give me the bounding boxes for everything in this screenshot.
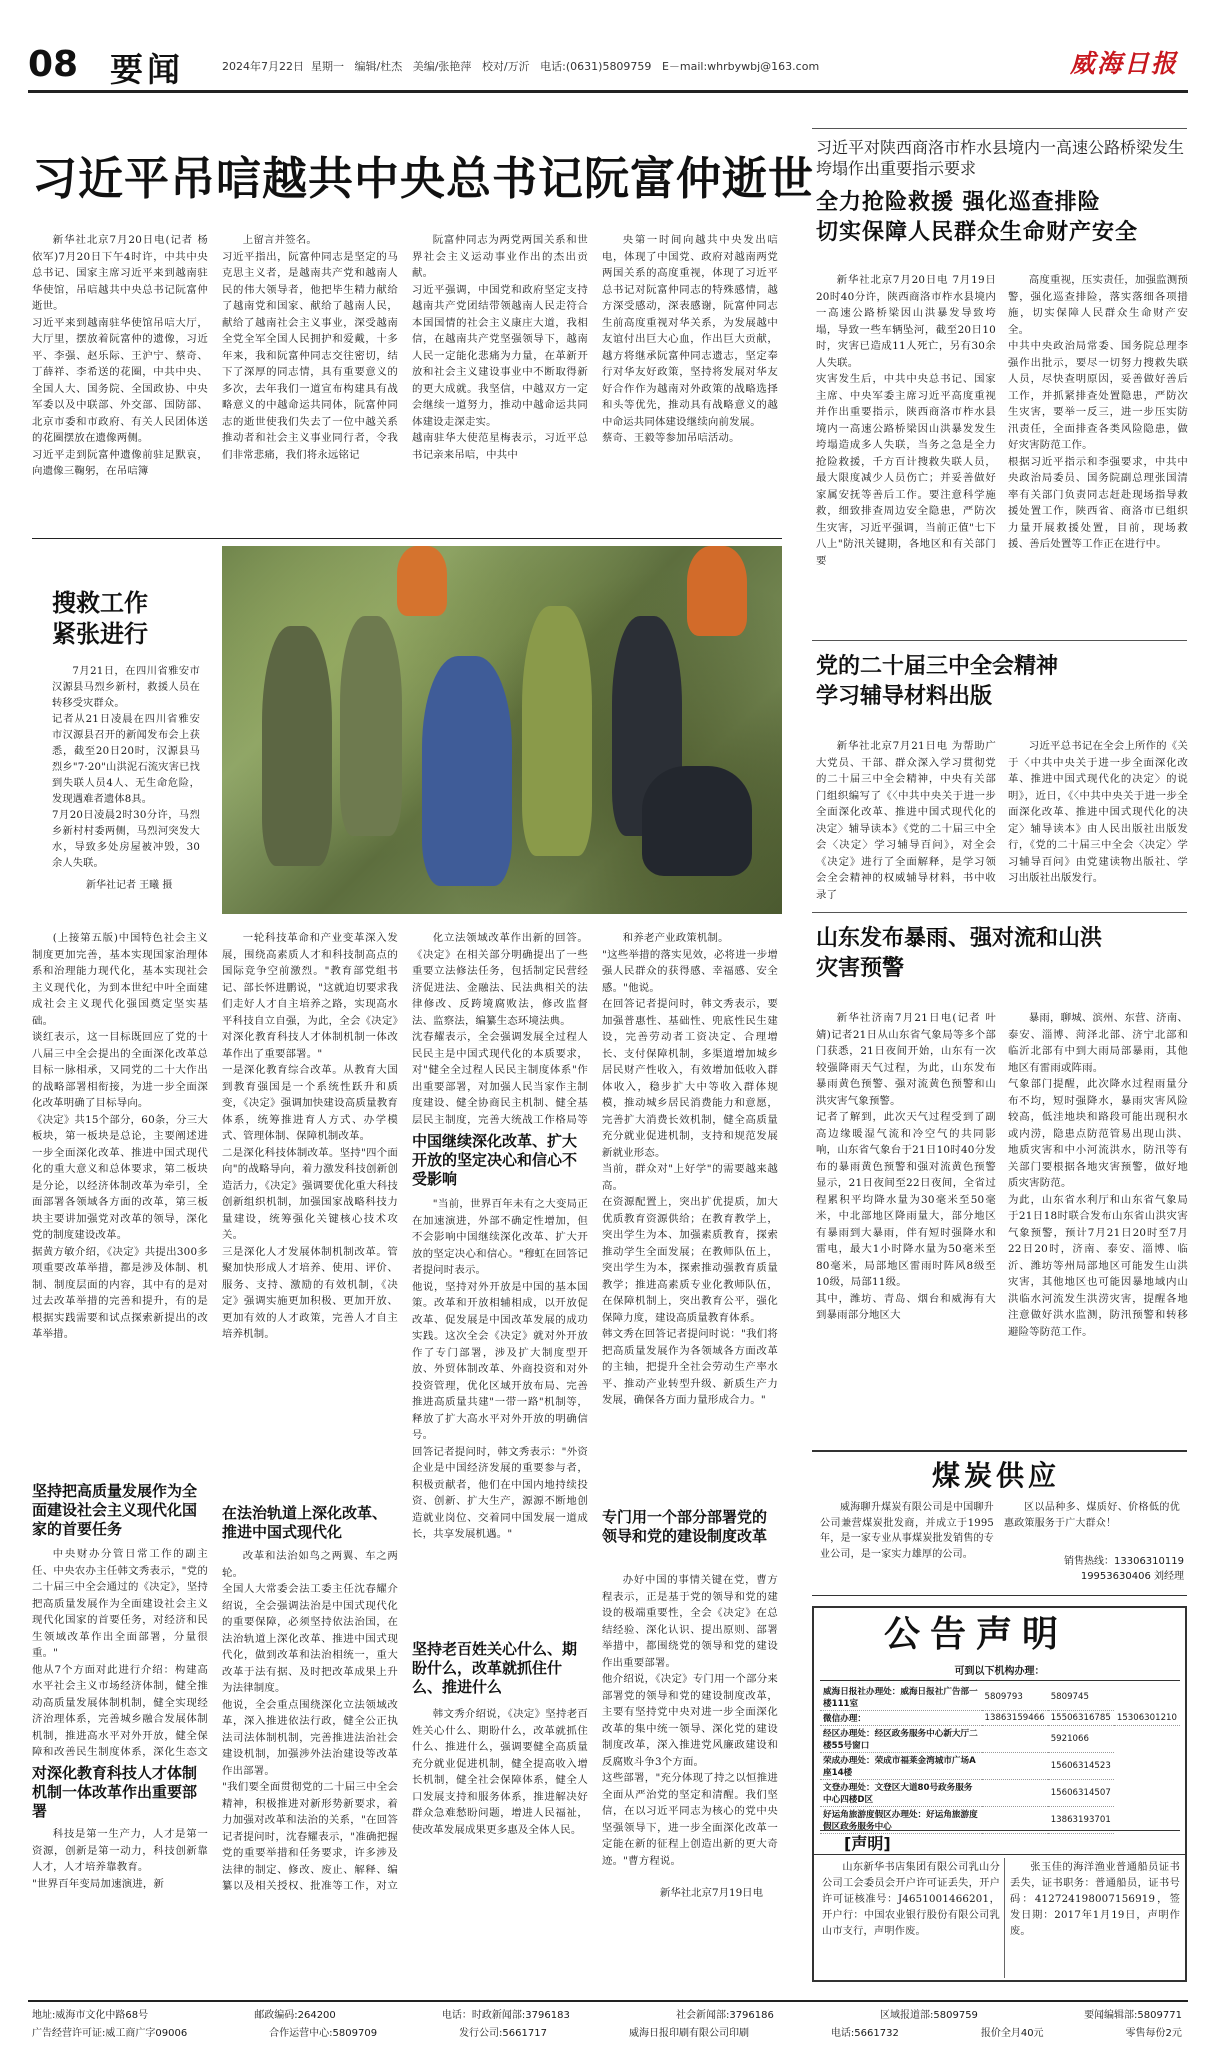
notice-office-cell: 微信办理： <box>820 1711 982 1726</box>
study-material-headline: 党的二十届三中全会精神 学习辅导材料出版 <box>816 654 1059 709</box>
lead-column-3: 阮富仲同志为两党两国关系和世界社会主义运动事业作出的杰出贡献。 习近平强调，中国党和政府坚定支持越南共产党团结带领越南人民走符合本国国情的社会主义康庄大道，我相信，在越南共产党坚强领导下，越南人民一定能化悲痛为力量，在革新开放和社会主义建设事业中不断取得新的更大成就。我坚信，中越双方一定会继续一道努力，推动中越命运共同体建设走深走实。 越南驻华大使范星梅表示，习近平总书记亲来吊唁，中共中 <box>412 234 588 461</box>
rescuer-figure <box>262 626 332 866</box>
mid-subhead-5: 坚持老百姓关心什么、期盼什么，改革就抓住什么、推进什么 <box>412 1640 578 1696</box>
photo-story-title: 搜救工作 紧张进行 <box>52 589 148 648</box>
notice-office-row <box>820 1753 1180 1780</box>
page-number: 08 <box>28 44 79 85</box>
notice-office-cell: 荣成办理处：荣成市福莱金湾城市广场A座14楼 <box>820 1753 982 1780</box>
mid-subhead-3: 在法治轨道上深化改革、推进中国式现代化 <box>222 1504 388 1541</box>
mid-subhead-6: 专门用一个部分部署党的领导和党的建设制度改革 <box>602 1508 768 1545</box>
villager-figure <box>422 656 512 886</box>
mid-column-3b: "当前，世界百年未有之大变局正在加速演进，外部不确定性增加，但不会影响中国继续深化改革、扩大开放的坚定决心和信心。"穆虹在回答记者提问时表示。 他说，坚持对外开放是中国的基本国策。改革和开放相辅相成，以开放促改革、促发展是中国改革发展的成功实践。这次全会《决定》就对外开放作了专门部署，涉及扩大制度型开放、外贸体制改革、外商投资和对外投资管理，优化区域开放布局、完善推进高质量共建"一带一路"机制等，释放了扩大高水平对外开放的明确信号。 回答记者提问时，韩文秀表示："外资企业是中国经济发展的重要参与者，积极贡献者，他们在中国内地持续投资、创新、扩大生产，源源不断地创造就业岗位、交着同中国发展一道成长，共享发展机遇。" <box>412 1198 588 1540</box>
notice-office-row <box>820 1711 1180 1726</box>
bridge-column-2: 高度重视，压实责任，加强监测预警，强化巡查排险，落实落细各项措施，切实保障人民群众生命财产安全。 中共中央政治局常委、国务院总理李强作出批示，要尽一切努力搜救失联人员，尽快查明原因，妥善做好善后工作，并抓紧排查处置隐患，严防次生灾害，要举一反三，进一步压实防汛责任，全面排查各类风险隐患，做好灾害防范工作。 根据习近平指示和李强要求，中共中央政治局委员、国务院副总理张国清率有关部门负责同志赶赴现场指导救援处置工作，陕西省、商洛市已组织力量开展救援处置，目前，现场救援、善后处置等工作正在进行中。 <box>1008 274 1188 550</box>
notice-statement-1: 山东新华书店集团有限公司乳山分公司工会委员会开户许可证丢失，开户许可证核准号：J4651001466201，开户行：中国农业银行股份有限公司乳山市支行，声明作废。 <box>822 1862 1000 1937</box>
rain-warning-headline: 山东发布暴雨、强对流和山洪 灾害预警 <box>816 926 1103 981</box>
notice-office-cell: 13863193701 <box>1048 1807 1114 1834</box>
notice-box <box>812 1606 1187 1982</box>
coal-hotline: 销售热线：13306310119 19953630406 刘经理 <box>1064 1556 1184 1582</box>
rescuer-figure <box>522 606 592 856</box>
notice-office-cell: 15606314523 <box>1048 1753 1114 1780</box>
notice-office-row <box>820 1726 1180 1753</box>
bridge-headline: 全力抢险救援 强化巡查排险 切实保障人民群众生命财产安全 <box>816 190 1139 245</box>
notice-office-cell: 5809745 <box>1048 1684 1114 1711</box>
study-column-2: 习近平总书记在全会上所作的《关于〈中共中央关于进一步全面深化改革、推进中国式现代化的决定〉的说明》，近日，《〈中共中央关于进一步全面深化改革、推进中国式现代化的决定〉辅导读本》由人民出版社出版发行，《党的二十届三中全会〈决定〉学习辅导百问》由党建读物出版社、学习出版社出版发行。 <box>1008 740 1188 884</box>
notice-stamp: [声明] <box>844 1834 891 1853</box>
mid-column-1: (上接第五版)中国特色社会主义制度更加完善，基本实现国家治理体系和治理能力现代化，基本实现社会主义现代化，为到本世纪中叶全面建成社会主义现代化强国奠定坚实基础。 谈红表示，这一目标既回应了党的十八届三中全会提出的全面深化改革总目标一脉相承，又同党的二十大作出的战略部署相衔接，为进一步全面深化改革明确了目标导向。 《决定》共15个部分，60条，分三大板块，第一板块是总论，主要阐述进一步全面深化改革、推进中国式现代化的重大意义和总体要求，第二板块是分论，以经济体制改革为牵引，全面部署各领域各方面的改革，第三板块主要讲加强党对改革的领导，深化党的制度建设改革。 据黄方敏介绍，《决定》共提出300多项重要改革举措，都是涉及体制、机制、制度层面的内容，其中有的是对过去改革举措的完善和提升，有的是根据实践需要和试点探索新提出的改革举措。 <box>32 932 208 1340</box>
rule <box>812 640 1187 641</box>
notice-office-cell: 好运角旅游度假区办理处：好运角旅游度假区政务服务中心 <box>820 1807 982 1834</box>
notice-office-row <box>820 1684 1180 1711</box>
notice-subtitle: 可到以下机构办理： <box>954 1666 1045 1677</box>
notice-office-cell: 5809793 <box>982 1684 1048 1711</box>
mid-column-2: 一轮科技革命和产业变革深入发展，围绕高素质人才和科技制高点的国际竞争空前激烈。"教育部党组书记、部长怀进鹏说，"这就迫切要求我们走好人才自主培养之路，实现高水平科技自立自强，为此，全会《决定》对深化教育科技人才体制机制一体改革作出了重要部署。" 一是深化教育综合改革。从教育大国到教育强国是一个系统性跃升和质变，《决定》强调加快建设高质量教育体系，统筹推进育人方式、办学模式、管理体制、保障机制改革。 二是深化科技体制改革。坚持"四个面向"的战略导向，着力激发科技创新创造活力，《决定》强调要优化重大科技创新组织机制，加强国家战略科技力量建设，统筹强化关键核心技术攻关。 三是深化人才发展体制机制改革。管聚加快形成人才培养、使用、评价、服务、支持、激励的有效机制，《决定》强调实施更加积极、更加开放、更加有效的人才政策，完善人才自主培养机制。 <box>222 932 398 1340</box>
footer-rule <box>28 2000 1188 2002</box>
right-top-rule <box>812 128 1187 129</box>
lead-column-4: 央第一时间向越共中央发出唁电，体现了中国党、政府对越南两党两国关系的高度重视，体现了习近平总书记对阮富仲同志的特殊感情，越方深受感动，深表感谢，阮富仲同志生前高度重视对华关系，为发展越中友谊付出巨大心血，作出巨大贡献，越方将继承阮富仲同志遗志，坚定奉行对华友好政策，坚持将发展对华友好合作作为越南对外政策的战略选择和头等优先，推动具有战略意义的越中命运共同体建设继续向前发展。 蔡奇、王毅等参加吊唁活动。 <box>602 234 778 444</box>
coal-ad <box>812 1450 1187 1596</box>
footer-line-1: 地址:威海市文化中路68号 邮政编码:264200 电话：时政新闻部:3796183 社会新闻部:3796186 区域报道部:5809759 要闻编辑部:5809771 <box>32 2010 1182 2021</box>
photo-caption: 7月21日，在四川省雅安市汉源县马烈乡新村，救援人员在转移受灾群众。 记者从21日凌晨在四川省雅安市汉源县召开的新闻发布会上获悉，截至20日20时，汉源县马烈乡"7·20"山洪泥石流灾害已找到失联人员4人、无生命危险，发现遇难者遗体8具。 7月20日凌晨2时30分许，马烈乡新村村委两侧，马烈河突发大水，导致多处房屋被冲毁，30余人失联。 <box>52 666 200 869</box>
lead-column-2: 上留言并签名。 习近平指出，阮富仲同志是坚定的马克思主义者，是越南共产党和越南人民的伟大领导者，他把毕生精力献给了越南党和国家、献给了越南人民，献给了越南社会主义事业，深受越南全党全军全国人民拥护和爱戴，十多年来，我和阮富仲同志交往密切，结下了深厚的同志情，具有重要意义的多次，去年我们一道宣布构建具有战略意义的中越命运共同体，阮富仲同志的逝世使我们失去了一位中越关系推动者和社会主义事业同行者，令我们非常悲痛，我们将永远铭记 <box>222 234 398 461</box>
notice-office-cell: 威海日报社办理处：威海日报社广告部一楼111室 <box>820 1684 982 1711</box>
lead-rule <box>32 538 782 539</box>
rule <box>812 912 1187 913</box>
notice-office-cell <box>982 1780 1048 1807</box>
notice-title: 公告声明 <box>884 1614 1069 1655</box>
footer-line-2: 广告经营许可证:威工商广字09006 合作运营中心:5809709 发行公司:5661717 威海日报印刷有限公司印刷 电话:5661732 报价全月40元 零售每份2元 <box>32 2028 1182 2039</box>
rain-column-1: 新华社济南7月21日电(记者 叶婧)记者21日从山东省气象局等多个部门获悉，21日夜间开始，山东有一次较强降雨天气过程，为此，山东发布暴雨黄色预警、强对流黄色预警和山洪灾害气象预警。 记者了解到，此次天气过程受到了副高边缘暖湿气流和冷空气的共同影响，山东省气象台于21日10时40分发布的暴雨黄色预警和强对流黄色预警显示，21日夜间至22日夜间，全省过程累积平均降水量为30毫米至50毫米，中北部地区降雨量大，部分地区有暴雨到大暴雨，伴有短时强降水和雷电，最大1小时降水量为50毫米至80毫米，局部地区雷雨时阵风8级至10级，局部11级。 其中，潍坊、青岛、烟台和威海有大到暴雨部分地区大 <box>816 1012 996 1321</box>
notice-office-cell: 15306301210 <box>1114 1711 1180 1726</box>
mid-subhead-1: 坚持把高质量发展作为全面建设社会主义现代化国家的首要任务 <box>32 1482 198 1538</box>
mid-column-1b: 中央财办分管日常工作的副主任、中央农办主任韩文秀表示，"党的二十届三中全会通过的《决定》，坚持把高质量发展作为全面建设社会主义现代化国家的首要任务，对经济和民生领域改革作出全面部署，分量很重。" 他从7个方面对此进行介绍：构建高水平社会主义市场经济体制，健全推动高质量发展体制机制，健全实现经济治理体系，完善城乡融合发展体制机制，推进高水平对外开放，健全保障和改善民生制度体系，深化生态文 <box>32 1548 208 1758</box>
lead-column-1: 新华社北京7月20日电(记者 杨依军)7月20日下午4时许，中共中央总书记、国家主席习近平来到越南驻华使馆，吊唁越共中央总书记阮富仲逝世。 习近平来到越南驻华使馆吊唁大厅，大厅里，摆放着阮富仲的遗像，习近平、李强、赵乐际、王沪宁、蔡奇、丁薛祥、李希送的花圈，中共中央、全国人大、国务院、全国政协、中央军委以及中联部、外交部、国防部、北京市委和市政府、有关人民团体送的花圈摆放在遗像两侧。 习近平走到阮富仲遗像前驻足默哀，向遗像三鞠躬，在吊唁簿 <box>32 234 208 477</box>
coal-ad-text-2: 区以品种多、煤质好、价格低的优惠政策服务于广大群众！ <box>1004 1502 1180 1529</box>
notice-office-row <box>820 1780 1180 1807</box>
firefighter-figure <box>687 546 747 636</box>
photo-credit: 新华社记者 王曦 摄 <box>86 880 173 891</box>
bridge-column-1: 新华社北京7月20日电 7月19日20时40分许，陕西商洛市柞水县境内一高速公路桥梁因山洪暴发导致垮塌，导致一些车辆坠河，截至20日10时，灾害已造成11人死亡，另有30余人失联。 灾害发生后，中共中央总书记、国家主席、中央军委主席习近平高度重视并作出重要指示，陕西商洛市柞水县境内一高速公路桥梁因山洪暴发发生垮塌造成多人失联，当务之急是全力抢险救援，千方百计搜救失联人员，最大限度减少人员伤亡；并妥善做好家属安抚等善后工作。要注意科学施救，细致排查周边安全隐患，严防次生灾害，习近平强调，当前正值"七下八上"防汛关键期，各地区和有关部门要 <box>816 274 996 567</box>
notice-office-cell <box>982 1753 1048 1780</box>
masthead-meta: 2024年7月22日 星期一 编辑/杜杰 美编/张艳萍 校对/万沂 电话:(0631)5809759 E－mail:whrbywbj@163.com <box>222 60 820 73</box>
rescue-photo <box>222 546 782 914</box>
firefighter-figure <box>397 546 447 616</box>
coal-ad-text: 威海聊升煤炭有限公司是中国聊升公司兼营煤炭批发商，并成立于1995年，是一家专业从事煤炭批发销售的专业公司，是一家实力雄厚的公司。 <box>820 1502 994 1560</box>
notice-office-cell: 13863159466 <box>982 1711 1048 1726</box>
bridge-kicker: 习近平对陕西商洛市柞水县境内一高速公路桥梁发生垮塌作出重要指示要求 <box>816 138 1185 178</box>
mid-credit: 新华社北京7月19日电 <box>660 1887 763 1899</box>
lead-headline: 习近平吊唁越共中央总书记阮富仲逝世 <box>32 152 815 205</box>
mid-column-2b: 改革和法治如鸟之两翼、车之两轮。 全国人大常委会法工委主任沈春耀介绍说，全会强调法治是中国式现代化的重要保障，必须坚持依法治国，在法治轨道上深化改革、推进中国式现代化，做到改革和法治相统一，重大改革于法有据、及时把改革成果上升为法律制度。 他说，全会重点围绕深化立法领域改革，深入推进依法行政，健全公正执法司法体制机制，完善推进法治社会建设机制，加强涉外法治建设等改革作出部署。 "我们要全面贯彻党的二十届三中全会精神，积极推进对新形势新要求，着力加强对改革和法治的关系，"在回答记者提问时，沈春耀表示，"准确把握党的重要举措和任务要求，许多涉及法律的制定、修改、废止、解释、编纂以及相关授权、批准等工作，对立 <box>222 1550 398 1892</box>
mid-column-4: 和养老产业政策机制。 "这些举措的落实见效，必将进一步增强人民群众的获得感、幸福感、安全感。"他说。 在回答记者提问时，韩文秀表示，要加强普惠性、基础性、兜底性民生建设，完善劳动者工资决定、合理增长、支付保障机制，多渠道增加城乡居民财产性收入，有效增加低收入群体收入，稳步扩大中等收入群体规模，推动城乡居民消费能力和意愿，完善扩大消费长效机制，健全高质量充分就业促进机制，支持和规范发展新就业形态。 当前，群众对"上好学"的需要越来越高。 在资源配置上，突出扩优提质，加大优质教育资源供给；在教育教学上，突出学生为本、加强素质教育，探索推动学生全面发展；在教师队伍上，突出学生为本，探索推动强教育质量教学；推进高素质专业化教师队伍，在保障机制上，突出教育公平，强化保障力度，建设高质量教育体系。 韩文秀在回答记者提问时说："我们将把高质量发展作为各领域各方面改革的主轴，把提升全社会劳动生产率水平、推动产业转型升级、新质生产力发展，确保各方面力量形成合力。" <box>602 932 778 1406</box>
notice-office-cell: 文登办理处：文登区大道80号政务服务中心四楼D区 <box>820 1780 982 1807</box>
rescuer-figure <box>340 616 402 836</box>
section-title: 要闻 <box>110 50 184 89</box>
notice-office-table <box>820 1684 1180 1834</box>
mid-subhead-2: 对深化教育科技人才体制机制一体改革作出重要部署 <box>32 1764 198 1820</box>
mid-subhead-4: 中国继续深化改革、扩大开放的坚定决心和信心不受影响 <box>412 1132 578 1188</box>
mid-column-3c: 韩文秀介绍说，《决定》坚持老百姓关心什么、期盼什么，改革就抓住什么、推进什么，强调要健全高质量充分就业促进机制，健全提高收入增长机制，健全社会保障体系，健全人口发展支持和服务体系，推进解决好群众急难愁盼问题，增进人民福祉，使改革发展成果更多惠及全体人民。 <box>412 1708 588 1836</box>
mid-column-1c: 科技是第一生产力，人才是第一资源，创新是第一动力，科技创新靠人才，人才培养靠教育。 "世界百年变局加速演进，新 <box>32 1828 208 1890</box>
study-column-1: 新华社北京7月21日电 为帮助广大党员、干部、群众深入学习贯彻党的二十届三中全会精神，中央有关部门组织编写了《〈中共中央关于进一步全面深化改革、推进中国式现代化的决定〉辅导读本》《党的二十届三中全会〈决定〉学习辅导百问》，对全会《决定》进行了全面解释，是学习领会全会精神的权威辅导材料，书中收录了 <box>816 740 996 901</box>
mid-column-4b: 办好中国的事情关键在党，曹方程表示，正是基于党的领导和党的建设的极端重要性，全会《决定》在总结经验、深化认识、提出原则、部署举措中，都围绕党的领导和党的建设作出重要部署。 他介绍说，《决定》专门用一个部分来部署党的领导和党的建设制度改革，主要有坚持党中央对进一步全面深化改革的集中统一领导、深化党的建设制度改革，深入推进党风廉政建设和反腐败斗争3个方面。 这些部署，"充分体现了持之以恒推进全面从严治党的坚定和清醒。我们坚信，在以习近平同志为核心的党中央坚强领导下，进一步全面深化改革一定能在新的征程上创造出新的更大奇迹。"曹方程说。 <box>602 1574 778 1867</box>
coal-ad-title: 煤炭供应 <box>932 1459 1061 1492</box>
mid-column-3: 化立法领域改革作出新的回答。《决定》在相关部分明确提出了一些重要立法修法任务，包括制定民营经济促进法、金融法、民法典相关的法律修改、反跨境腐败法，修改监督法、监察法，编纂生态环境法典。 沈春耀表示，全会强调发展全过程人民民主是中国式现代化的本质要求，对"健全全过程人民民主制度体系"作出重要部署，对加强人民当家作主制度建设、健全协商民主机制、健全基层民主制度，完善大统战工作格局等 <box>412 932 588 1126</box>
masthead-rule <box>28 90 1188 93</box>
notice-office-cell <box>982 1726 1048 1753</box>
notice-statement-2: 张玉佳的海洋渔业普通船员证书丢失，证书职务：普通船员，证书号码：412724198007156919，签发日期：2017年1月19日，声明作废。 <box>1010 1862 1180 1937</box>
police-figure <box>642 766 752 876</box>
notice-office-cell: 5921066 <box>1048 1726 1114 1753</box>
rain-column-2: 暴雨，聊城、滨州、东营、济南、泰安、淄博、菏泽北部、济宁北部和临沂北部有中到大雨局部暴雨，其他地区有雷雨或阵雨。 气象部门提醒，此次降水过程雨量分布不均，短时强降水，暴雨灾害风险较高，低洼地块和路段可能出现积水或内涝，隐患点防范管易出现山洪、地质灾害和中小河流洪水，防汛等有关部门要根据各地灾害预警，做好地质灾害防范。 为此，山东省水利厅和山东省气象局于21日18时联合发布山东省山洪灾害气象预警，预计7月21日20时至7月22日20时，济南、泰安、淄博、临沂、潍坊等州局部地区可能发生山洪灾害，其他地区也可能因暴地域内山洪临水河流发生洪涝灾害，提醒各地注意做好洪水监测，防汛预警和转移避险等防范工作。 <box>1008 1012 1188 1338</box>
notice-office-cell: 15506316785 <box>1048 1711 1114 1726</box>
notice-office-cell: 经区办理处：经区政务服务中心新大厅二楼55号窗口 <box>820 1726 982 1753</box>
newspaper-logo: 威海日报 <box>1070 49 1179 78</box>
notice-office-cell: 15606314507 <box>1048 1780 1114 1807</box>
